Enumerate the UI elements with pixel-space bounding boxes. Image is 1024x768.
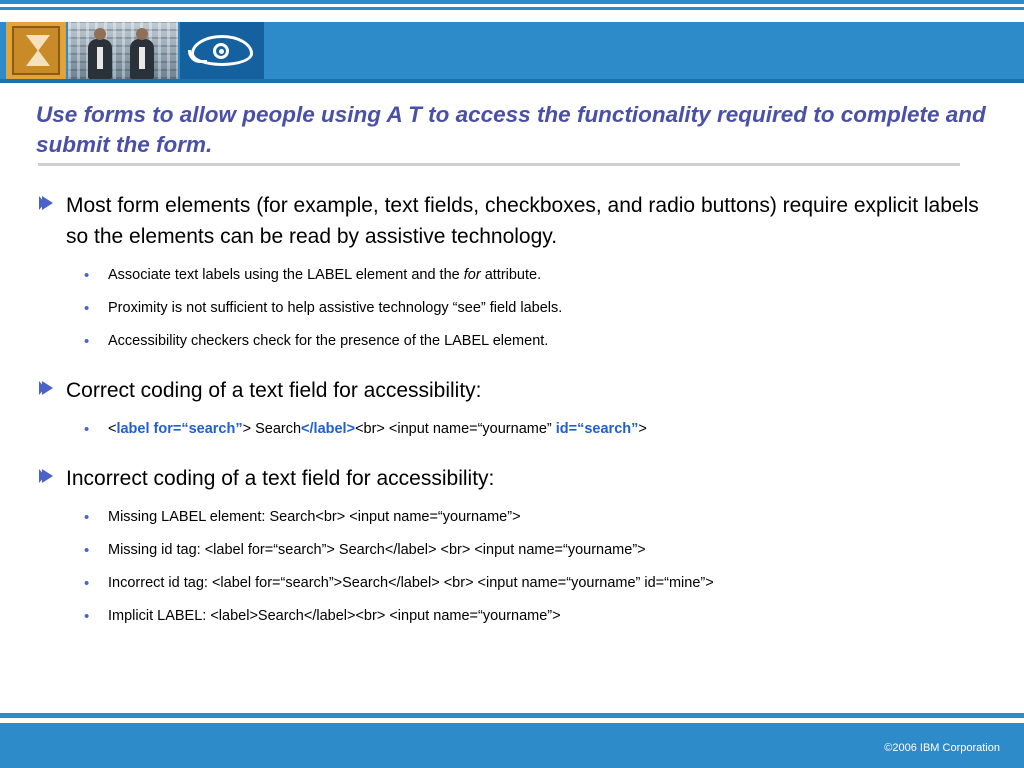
bullet-level1 xyxy=(40,190,990,252)
dot-bullet-icon: • xyxy=(84,421,90,438)
bullet-group xyxy=(40,190,990,351)
dot-bullet-icon: • xyxy=(84,509,90,526)
bullet-level2-code xyxy=(40,419,990,439)
dot-bullet-icon: • xyxy=(84,333,90,350)
spacer xyxy=(40,351,990,375)
bullet-group xyxy=(40,375,990,439)
bullet-level2 xyxy=(40,507,990,527)
bullet-level2 xyxy=(40,331,990,351)
dot-bullet-icon: • xyxy=(84,542,90,559)
dot-bullet-icon: • xyxy=(84,300,90,317)
top-accent-strip-inner xyxy=(0,4,1024,7)
page-title: Use forms to allow people using A T to access the functionality required to complete and submit the form. xyxy=(36,102,986,157)
hourglass-top-icon xyxy=(26,35,50,51)
bullet-group xyxy=(40,463,990,626)
bullet-level2 xyxy=(40,573,990,593)
dot-bullet-icon: • xyxy=(84,267,90,284)
dot-bullet-icon: • xyxy=(84,608,90,625)
hourglass-image xyxy=(6,22,66,79)
hourglass-icon xyxy=(12,26,60,75)
bullet-level2-text: Proximity is not sufficient to help assistive technology “see” field labels. xyxy=(108,300,563,316)
slide-body xyxy=(40,190,990,626)
bullet-level2-text: Missing LABEL element: Search<br> <input name=“yourname”> xyxy=(108,509,521,525)
hourglass-bottom-icon xyxy=(26,50,50,66)
bullet-level1 xyxy=(40,375,990,406)
person-figure xyxy=(88,39,112,79)
arrow-bullet-icon xyxy=(42,196,53,210)
business-people-image xyxy=(68,22,178,79)
copyright-text: ©2006 IBM Corporation xyxy=(884,742,1000,754)
arrow-bullet-icon xyxy=(42,381,53,395)
bullet-level2-text: Missing id tag: <label for=“search”> Search</label> <br> <input name=“yourname”> xyxy=(108,542,646,558)
bullet-level2 xyxy=(40,298,990,318)
bullet-level1 xyxy=(40,463,990,494)
footer-band xyxy=(0,723,1024,768)
bullet-level2-text: Associate text labels using the LABEL element and the for attribute. xyxy=(108,267,542,283)
arrow-bullet-icon xyxy=(42,469,53,483)
bullet-level1-text: Most form elements (for example, text fields, checkboxes, and radio buttons) require explicit labels so the elements can be read by assistive technology. xyxy=(66,194,979,248)
building-backdrop xyxy=(68,22,178,79)
title-divider xyxy=(38,163,960,166)
bullet-level1-text: Incorrect coding of a text field for accessibility: xyxy=(66,467,495,490)
header-underline xyxy=(0,79,1024,83)
code-sample-text: <label for=“search”> Search</label><br> <input name=“yourname” id=“search”> xyxy=(108,421,647,437)
eye-dot-icon xyxy=(219,49,224,54)
bullet-level1-text: Correct coding of a text field for accessibility: xyxy=(66,379,482,402)
top-accent-strip xyxy=(0,0,1024,10)
bullet-level2-text: Incorrect id tag: <label for=“search”>Search</label> <br> <input name=“yourname” id=“mine”> xyxy=(108,575,714,591)
spacer xyxy=(40,439,990,463)
bullet-level2-text: Implicit LABEL: <label>Search</label><br> <input name=“yourname”> xyxy=(108,608,561,624)
eye-logo-image xyxy=(180,22,264,79)
bullet-level2 xyxy=(40,265,990,285)
dot-bullet-icon: • xyxy=(84,575,90,592)
bullet-level2 xyxy=(40,540,990,560)
person-figure xyxy=(130,39,154,79)
bullet-level2-text: Accessibility checkers check for the presence of the LABEL element. xyxy=(108,333,549,349)
bullet-level2 xyxy=(40,606,990,626)
